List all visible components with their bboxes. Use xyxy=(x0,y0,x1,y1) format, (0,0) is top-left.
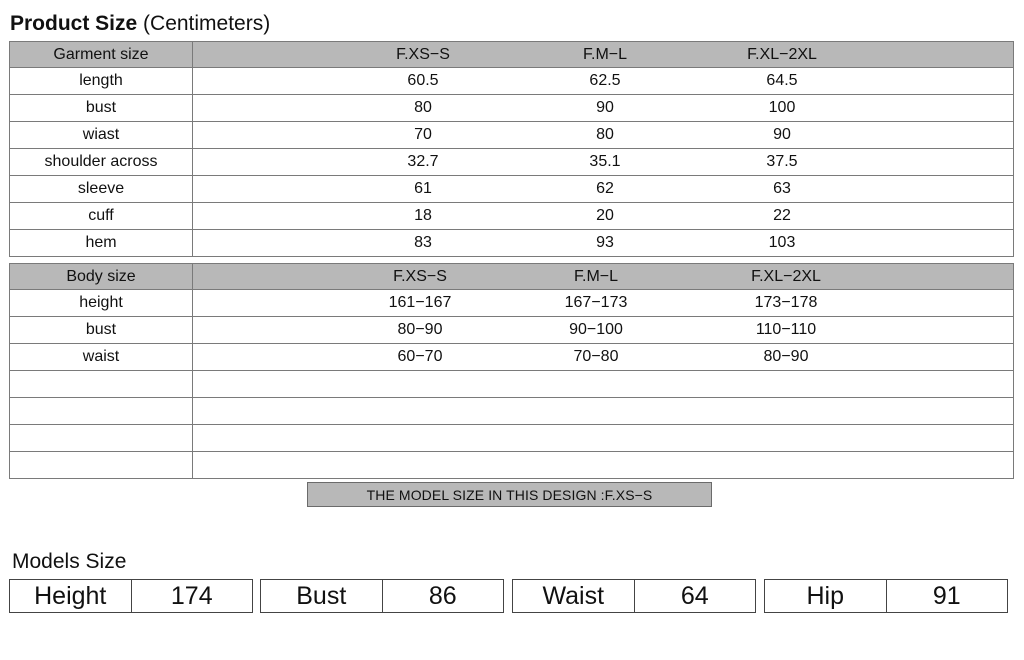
garment-row xyxy=(10,230,1014,257)
body-row-values xyxy=(193,317,1014,344)
garment-row-label: shoulder across xyxy=(10,149,193,176)
garment-cell: 18 xyxy=(414,207,432,224)
body-size-column-header: F.XL−2XL xyxy=(751,267,821,285)
body-cell: 90−100 xyxy=(569,321,623,338)
model-measure-label: Bust xyxy=(261,580,383,612)
garment-cell: 61 xyxy=(414,180,432,197)
garment-row-values xyxy=(193,176,1014,203)
garment-row-label: sleeve xyxy=(10,176,193,203)
body-cell: 70−80 xyxy=(573,348,619,365)
body-size-column-header: F.M−L xyxy=(573,267,619,285)
title-unit: (Centimeters) xyxy=(137,12,271,35)
body-cell: 173−178 xyxy=(754,294,818,311)
garment-header-label: Garment size xyxy=(10,42,193,68)
model-measure-box xyxy=(512,579,756,613)
body-row-label: height xyxy=(10,290,193,317)
body-row xyxy=(10,290,1014,317)
model-measure-value: 64 xyxy=(680,582,709,610)
garment-cell: 32.7 xyxy=(407,153,439,170)
garment-row xyxy=(10,203,1014,230)
garment-cell: 63 xyxy=(773,180,791,197)
body-row-values xyxy=(193,452,1014,479)
garment-cell: 62.5 xyxy=(589,72,621,89)
garment-cell: 70 xyxy=(414,126,432,143)
garment-row-values xyxy=(193,95,1014,122)
models-size-title: Models Size xyxy=(12,550,127,573)
garment-cell: 22 xyxy=(773,207,791,224)
garment-row-values xyxy=(193,203,1014,230)
body-row-values xyxy=(193,290,1014,317)
garment-header-sizes xyxy=(193,42,1014,68)
garment-cell: 64.5 xyxy=(766,72,798,89)
garment-row-label: wiast xyxy=(10,122,193,149)
body-row xyxy=(10,452,1014,479)
garment-row-values xyxy=(193,122,1014,149)
body-header-label: Body size xyxy=(10,264,193,290)
body-row xyxy=(10,371,1014,398)
garment-cell: 35.1 xyxy=(589,153,621,170)
body-row-label xyxy=(10,371,193,398)
title-main: Product Size xyxy=(10,12,138,35)
garment-cell: 100 xyxy=(768,99,796,116)
body-cell: 60−70 xyxy=(397,348,443,365)
body-cell: 167−173 xyxy=(564,294,628,311)
body-row xyxy=(10,344,1014,371)
garment-cell: 80 xyxy=(414,99,432,116)
model-measure-label: Height xyxy=(10,580,132,612)
model-measure-box xyxy=(260,579,504,613)
body-row-values xyxy=(193,398,1014,425)
garment-size-column-header: F.XL−2XL xyxy=(747,45,817,63)
body-row xyxy=(10,398,1014,425)
garment-cell: 103 xyxy=(768,234,796,251)
garment-row xyxy=(10,176,1014,203)
body-cell: 80−90 xyxy=(763,348,809,365)
body-row-values xyxy=(193,371,1014,398)
garment-cell: 93 xyxy=(596,234,614,251)
body-cell: 110−110 xyxy=(755,321,817,338)
garment-row-values xyxy=(193,230,1014,257)
garment-cell: 80 xyxy=(596,126,614,143)
body-row xyxy=(10,317,1014,344)
model-measure-label: Hip xyxy=(765,580,887,612)
garment-size-table xyxy=(9,41,1014,257)
model-measure-value: 86 xyxy=(428,582,457,610)
body-header-sizes xyxy=(193,264,1014,290)
body-cell: 80−90 xyxy=(397,321,443,338)
body-row-label xyxy=(10,398,193,425)
garment-row-label: hem xyxy=(10,230,193,257)
garment-size-column-header: F.M−L xyxy=(582,45,628,63)
model-measure-box xyxy=(9,579,253,613)
model-measure-value: 174 xyxy=(170,582,213,610)
body-header-row xyxy=(10,264,1014,290)
garment-row-values xyxy=(193,149,1014,176)
garment-row xyxy=(10,122,1014,149)
garment-row-values xyxy=(193,68,1014,95)
garment-cell: 20 xyxy=(596,207,614,224)
body-row-values xyxy=(193,344,1014,371)
garment-cell: 62 xyxy=(596,180,614,197)
garment-cell: 37.5 xyxy=(766,153,798,170)
body-row-label: waist xyxy=(10,344,193,371)
garment-size-column-header: F.XS−S xyxy=(396,45,450,63)
body-row xyxy=(10,425,1014,452)
garment-cell: 90 xyxy=(773,126,791,143)
body-size-column-header: F.XS−S xyxy=(393,267,447,285)
garment-header-row xyxy=(10,42,1014,68)
model-measure-value: 91 xyxy=(932,582,961,610)
garment-cell: 60.5 xyxy=(407,72,439,89)
garment-cell: 83 xyxy=(414,234,432,251)
garment-row xyxy=(10,68,1014,95)
garment-row xyxy=(10,95,1014,122)
body-row-label xyxy=(10,452,193,479)
garment-row-label: bust xyxy=(10,95,193,122)
garment-row-label: length xyxy=(10,68,193,95)
body-row-label: bust xyxy=(10,317,193,344)
page-title xyxy=(10,12,270,36)
body-size-table xyxy=(9,263,1014,479)
garment-row xyxy=(10,149,1014,176)
model-measure-label: Waist xyxy=(513,580,635,612)
garment-cell: 90 xyxy=(596,99,614,116)
body-row-values xyxy=(193,425,1014,452)
garment-row-label: cuff xyxy=(10,203,193,230)
body-cell: 161−167 xyxy=(388,294,452,311)
model-size-note: THE MODEL SIZE IN THIS DESIGN :F.XS−S xyxy=(307,482,712,507)
model-measure-box xyxy=(764,579,1008,613)
body-row-label xyxy=(10,425,193,452)
